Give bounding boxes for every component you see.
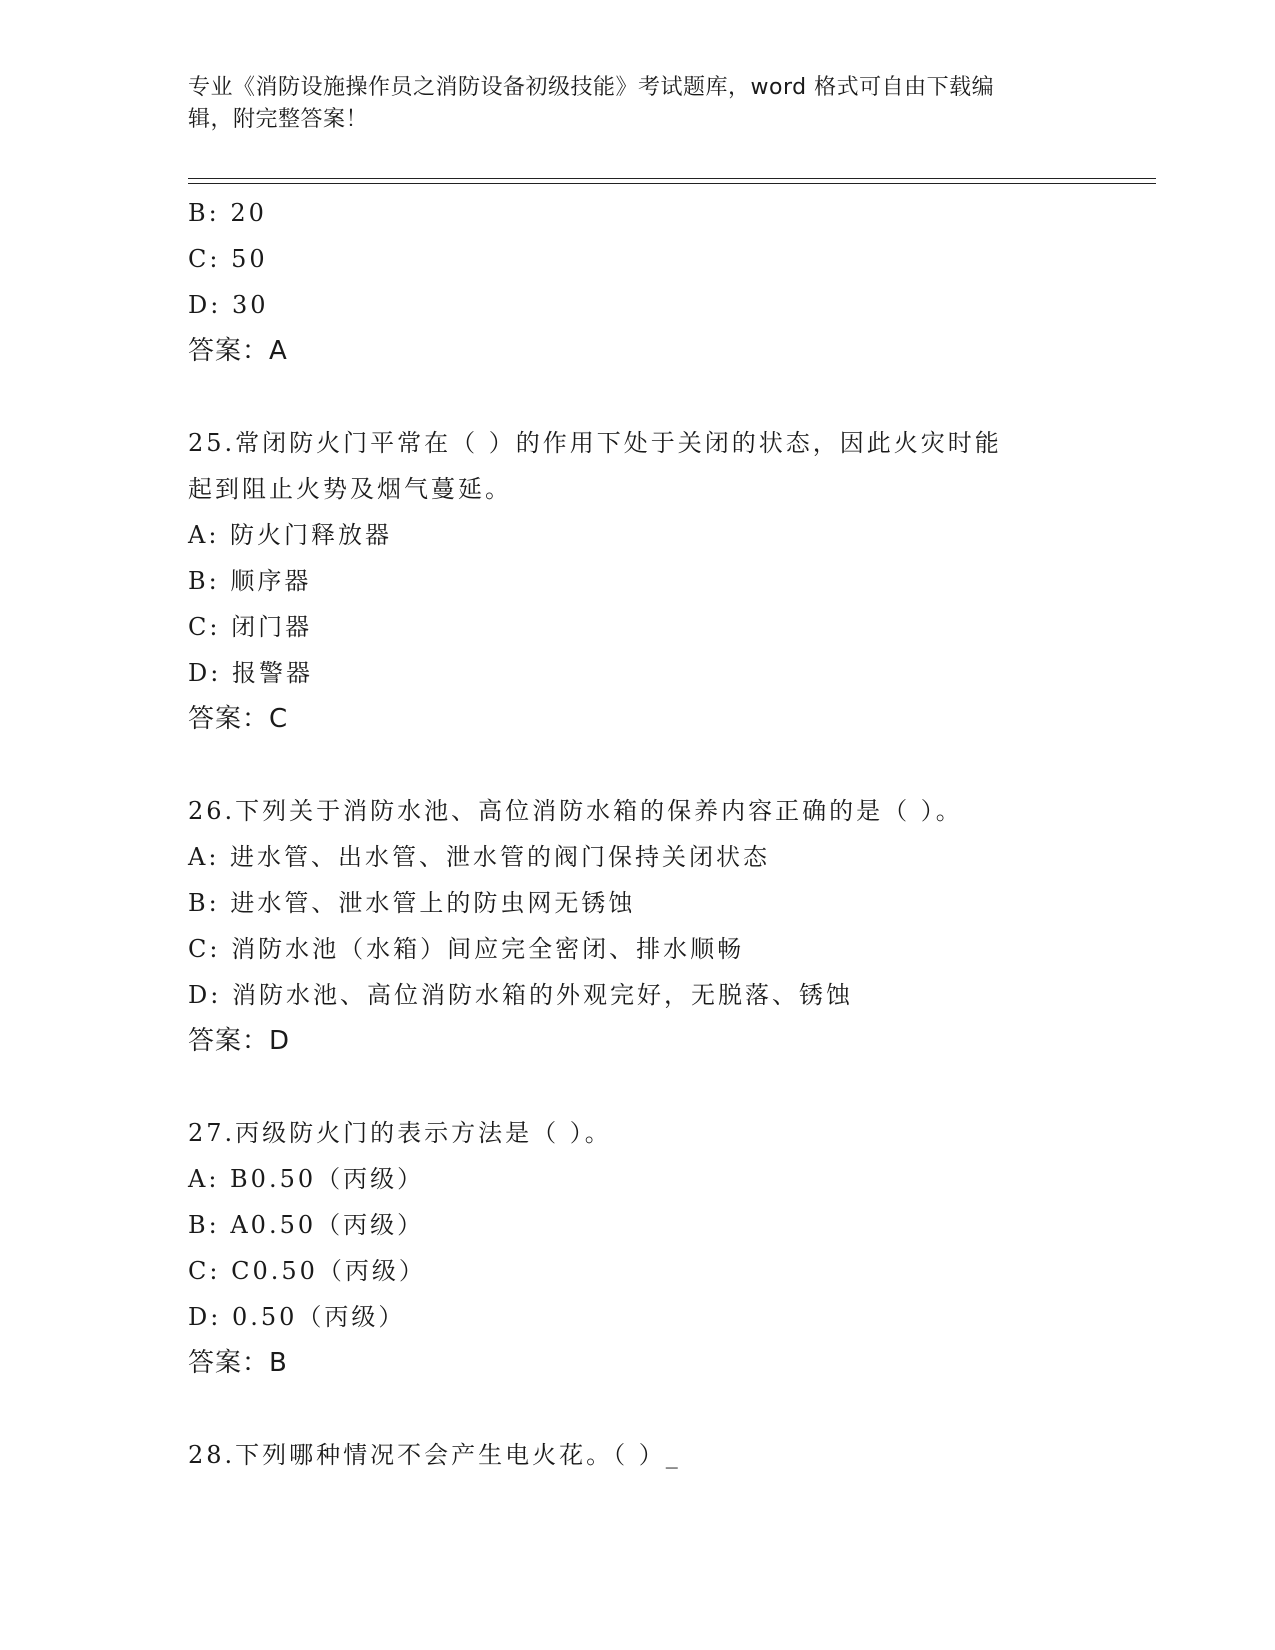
question-25 — [188, 420, 1156, 742]
header-line-2: 辑，附完整答案！ — [188, 107, 369, 132]
answer: 答案：B — [188, 1348, 288, 1378]
question-text: 27.丙级防火门的表示方法是（ ）。 — [188, 1119, 612, 1147]
question-text: 28.下列哪种情况不会产生电火花。（ ）_ — [188, 1441, 681, 1469]
option-a: A: 防火门释放器 — [188, 521, 393, 549]
option-b: B: 顺序器 — [188, 567, 312, 595]
option-d: D: 消防水池、高位消防水箱的外观完好，无脱落、锈蚀 — [188, 981, 853, 1009]
question-28 — [188, 1432, 1156, 1478]
answer: 答案：C — [188, 704, 289, 734]
option-b: B: 20 — [188, 199, 267, 227]
option-b: B: 进水管、泄水管上的防虫网无锈蚀 — [188, 889, 636, 917]
question-26 — [188, 788, 1156, 1064]
question-text: 26.下列关于消防水池、高位消防水箱的保养内容正确的是（ ）。 — [188, 797, 963, 825]
option-d: D: 0.50（丙级） — [188, 1303, 406, 1331]
option-a: A: B0.50（丙级） — [188, 1165, 425, 1193]
header-line-1: 专业《消防设施操作员之消防设备初级技能》考试题库，word 格式可自由下载编 — [188, 75, 995, 100]
document-header — [188, 72, 1088, 136]
option-c: C: 闭门器 — [188, 613, 313, 641]
option-a: A: 进水管、出水管、泄水管的阀门保持关闭状态 — [188, 843, 771, 871]
header-rule-top — [188, 178, 1156, 179]
question-list — [188, 190, 1156, 1478]
question-text: 25.常闭防火门平常在（ ）的作用下处于关闭的状态，因此火灾时能 — [188, 429, 1002, 457]
answer: 答案：D — [188, 1026, 291, 1056]
question-24-tail — [188, 190, 1156, 374]
option-c: C: 50 — [188, 245, 268, 273]
option-c: C: 消防水池（水箱）间应完全密闭、排水顺畅 — [188, 935, 745, 963]
option-d: D: 30 — [188, 291, 269, 319]
option-d: D: 报警器 — [188, 659, 313, 687]
question-27 — [188, 1110, 1156, 1386]
option-b: B: A0.50（丙级） — [188, 1211, 425, 1239]
question-text-cont: 起到阻止火势及烟气蔓延。 — [188, 475, 512, 503]
option-c: C: C0.50（丙级） — [188, 1257, 426, 1285]
header-rule-bottom — [188, 183, 1156, 184]
answer: 答案：A — [188, 336, 288, 366]
